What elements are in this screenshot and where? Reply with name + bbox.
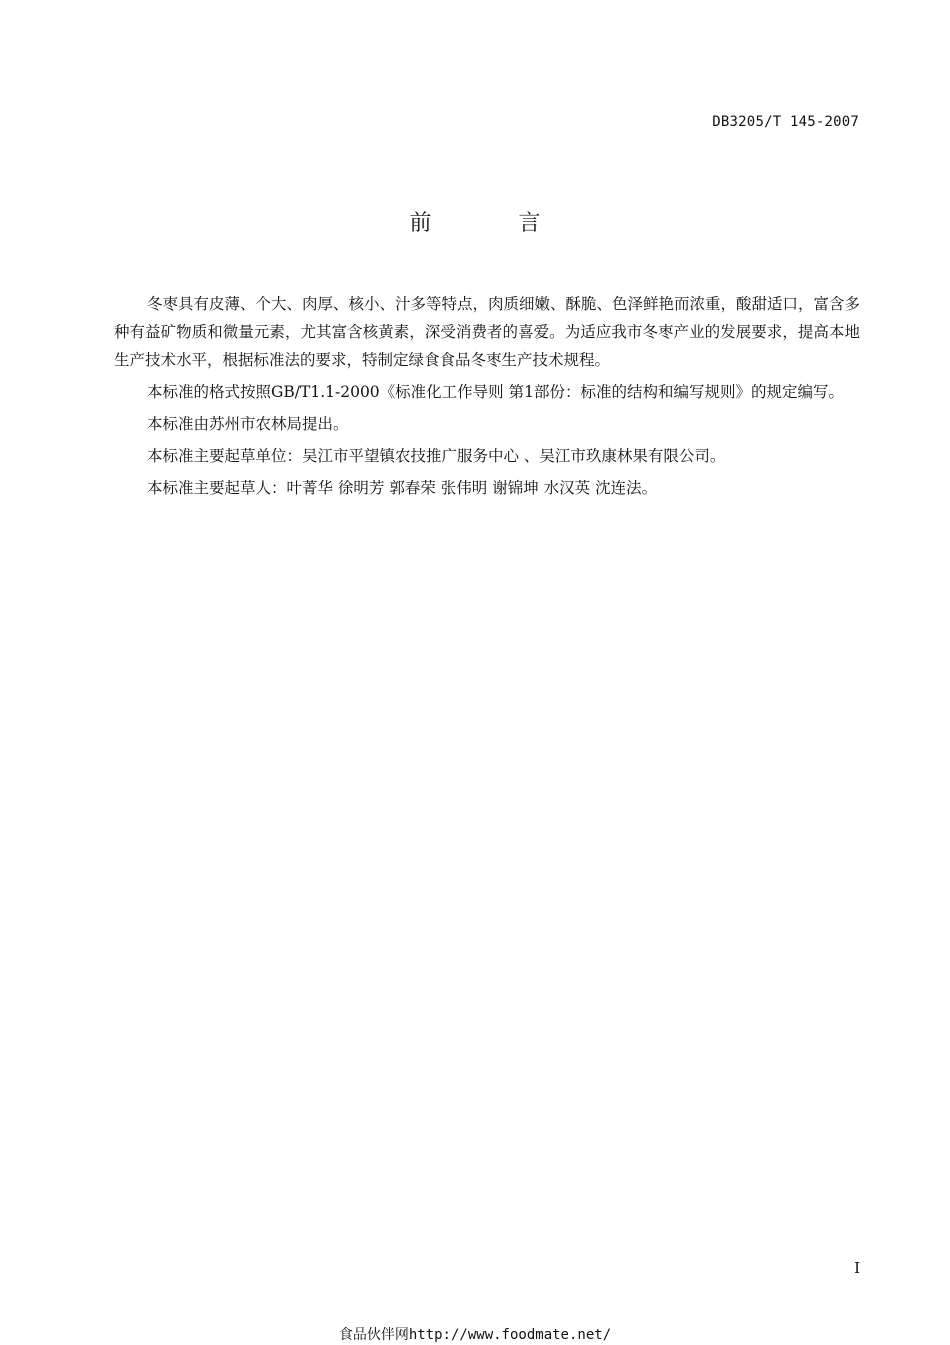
- paragraph-intro: 冬枣具有皮薄、个大、肉厚、核小、汁多等特点，肉质细嫩、酥脆、色泽鲜艳而浓重，酸甜适口，富含多种有益矿物质和微量元素，尤其富含核黄素，深受消费者的喜爱。为适应我市冬枣产业的发展要求，提高本地生产技术水平，根据标准法的要求，特制定绿食食品冬枣生产技术规程。: [114, 295, 861, 369]
- paragraph-format: 本标准的格式按照GB/T1.1-2000《标准化工作导则 第1部份：标准的结构和编写规则》的规定编写。: [147, 383, 844, 401]
- footer-watermark: 食品伙伴网http://www.foodmate.net/: [338, 1327, 612, 1343]
- paragraph-proposer: 本标准由苏州市农林局提出。: [147, 415, 349, 433]
- paragraph-drafting-units: 本标准主要起草单位：吴江市平望镇农技推广服务中心 、吴江市玖康林果有限公司。: [147, 447, 726, 465]
- document-code: DB3205/T 145-2007: [712, 114, 859, 130]
- paragraph-drafters: 本标准主要起草人：叶菁华 徐明芳 郭春荣 张伟明 谢锦坤 水汉英 沈连法。: [147, 479, 658, 497]
- page-number: I: [854, 1259, 860, 1277]
- page-title: 前 言: [409, 211, 581, 236]
- document-body: [114, 290, 860, 506]
